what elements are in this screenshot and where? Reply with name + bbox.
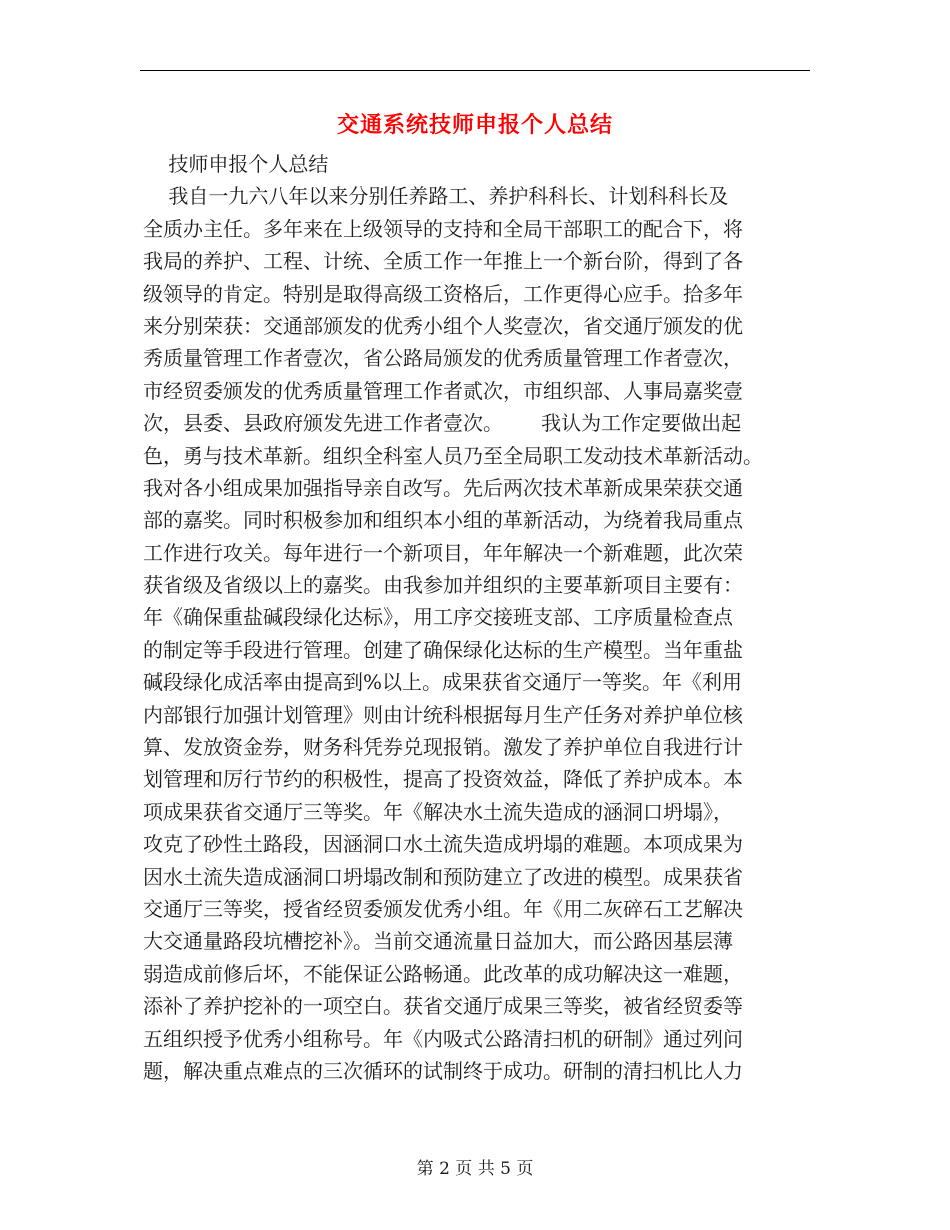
body-line: 算、发放资金券，财务科凭券兑现报销。激发了养护单位自我进行计 xyxy=(143,735,743,760)
document-body xyxy=(143,148,823,1087)
body-line: 大交通量路段坑槽挖补》。当前交通流量日益加大，而公路因基层薄 xyxy=(143,929,733,954)
page-footer: 第 2 页 共 5 页 xyxy=(416,1159,534,1179)
body-line: 碱段绿化成活率由提高到%以上。成果获省交通厅一等奖。年《利用 xyxy=(143,670,743,695)
body-line: 划管理和厉行节约的积极性，提高了投资效益，降低了养护成本。本 xyxy=(143,767,743,792)
body-line: 五组织授予优秀小组称号。年《内吸式公路清扫机的研制》通过列问 xyxy=(143,1026,743,1051)
body-line: 来分别荣获：交通部颁发的优秀小组个人奖壹次，省交通厅颁发的优 xyxy=(143,313,743,338)
body-line: 市经贸委颁发的优秀质量管理工作者贰次，市组织部、人事局嘉奖壹 xyxy=(143,378,743,403)
body-line: 因水土流失造成涵洞口坍塌改制和预防建立了改进的模型。成果获省 xyxy=(143,864,743,889)
body-line: 获省级及省级以上的嘉奖。由我参加并组织的主要革新项目主要有： xyxy=(143,573,743,598)
body-line: 项成果获省交通厅三等奖。年《解决水土流失造成的涵洞口坍塌》， xyxy=(143,799,733,824)
body-line: 色，勇与技术革新。组织全科室人员乃至全局职工发动技术革新活动。 xyxy=(143,443,763,468)
body-line: 攻克了砂性土路段，因涵洞口水土流失造成坍塌的难题。本项成果为 xyxy=(143,832,743,857)
body-line: 的制定等手段进行管理。创建了确保绿化达标的生产模型。当年重盐 xyxy=(143,637,743,662)
body-line: 次，县委、县政府颁发先进工作者壹次。 我认为工作定要做出起 xyxy=(143,411,742,436)
body-line: 添补了养护挖补的一项空白。获省交通厅成果三等奖，被省经贸委等 xyxy=(143,994,743,1019)
body-line: 年《确保重盐碱段绿化达标》，用工序交接班支部、工序质量检查点 xyxy=(143,605,733,630)
header-rule xyxy=(140,70,810,71)
body-line: 我自一九六八年以来分别任养路工、养护科科长、计划科科长及 xyxy=(143,184,729,209)
document-title: 交通系统技师申报个人总结 xyxy=(336,112,613,138)
body-line: 我局的养护、工程、计统、全质工作一年推上一个新台阶，得到了各 xyxy=(143,249,743,274)
body-line: 我对各小组成果加强指导亲自改写。先后两次技术革新成果荣获交通 xyxy=(143,475,743,500)
body-line: 技师申报个人总结 xyxy=(143,152,329,176)
body-line: 工作进行攻关。每年进行一个新项目，年年解决一个新难题，此次荣 xyxy=(143,540,743,565)
body-line: 级领导的肯定。特别是取得高级工资格后，工作更得心应手。拾多年 xyxy=(143,281,743,306)
body-line: 弱造成前修后坏，不能保证公路畅通。此改革的成功解决这一难题， xyxy=(143,961,743,986)
body-line: 交通厅三等奖，授省经贸委颁发优秀小组。年《用二灰碎石工艺解决 xyxy=(143,896,743,921)
body-line: 内部银行加强计划管理》则由计统科根据每月生产任务对养护单位核 xyxy=(143,702,743,727)
body-line: 部的嘉奖。同时积极参加和组织本小组的革新活动，为绕着我局重点 xyxy=(143,508,743,533)
body-line: 题，解决重点难点的三次循环的试制终于成功。研制的清扫机比人力 xyxy=(143,1058,743,1083)
body-line: 秀质量管理工作者壹次，省公路局颁发的优秀质量管理工作者壹次， xyxy=(143,346,743,371)
body-line: 全质办主任。多年来在上级领导的支持和全局干部职工的配合下，将 xyxy=(143,216,743,241)
